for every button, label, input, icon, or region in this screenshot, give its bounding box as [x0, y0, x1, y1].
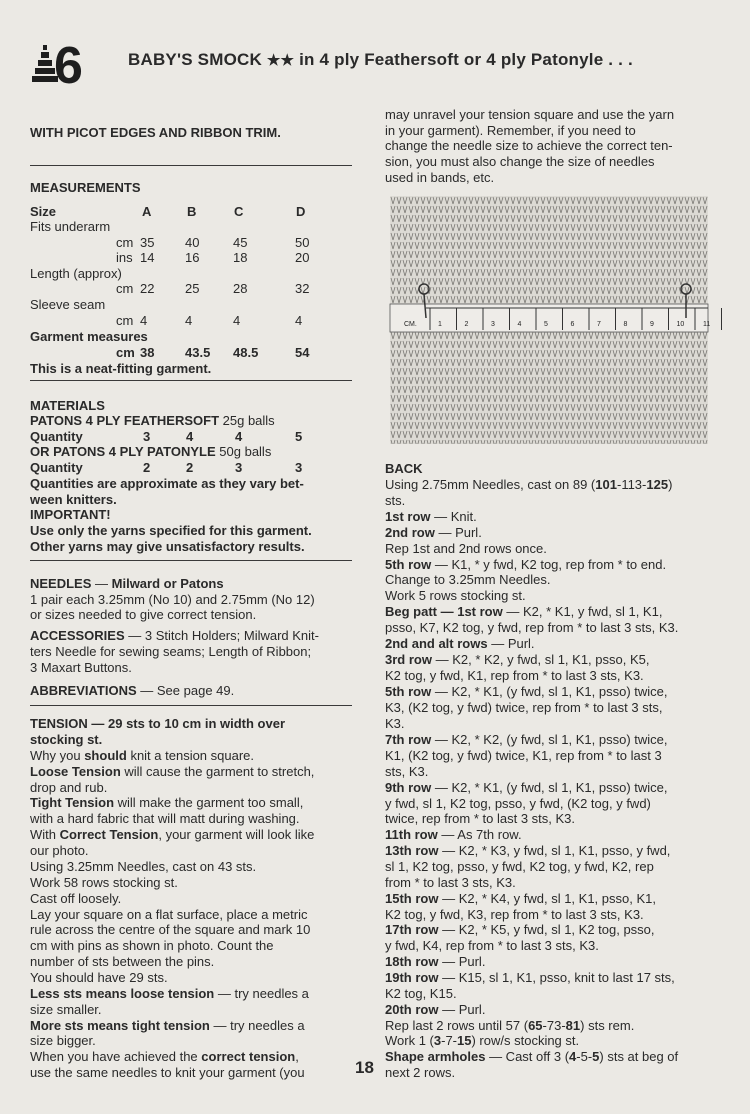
value-cell: 4 [233, 313, 241, 328]
difficulty-stars: ★★ [266, 52, 295, 69]
ruler-number: 5 [544, 321, 548, 328]
body-text: K2 tog, y fwd, K1, rep from * to last 3 sts, K3. [385, 668, 644, 683]
row-instruction: 5th row — K2, * K1, (y fwd, sl 1, K1, psso) twice, [385, 684, 668, 699]
ruler-label: CM. [404, 321, 417, 328]
measurements-heading: MEASUREMENTS [30, 180, 141, 195]
value-cell: 43.5 [185, 345, 211, 360]
value-cell: 20 [295, 250, 310, 265]
body-text: Rep 1st and 2nd rows once. [385, 541, 547, 556]
body-text: next 2 rows. [385, 1065, 456, 1080]
value-cell: 25 [185, 281, 200, 296]
body-text: K3. [385, 716, 405, 731]
row-instruction: Beg patt — 1st row — K2, * K1, y fwd, sl 1, K1, [385, 604, 663, 619]
body-text: ters Needle for sewing seams; Length of Ribbon; [30, 644, 312, 659]
title-yarn: in 4 ply Feathersoft or 4 ply Patonyle . . . [299, 50, 633, 69]
size-b: B [187, 204, 197, 219]
value-cell: 4 [295, 313, 303, 328]
body-text: K3, (K2 tog, y fwd) twice, rep from * to last 3 sts, [385, 700, 663, 715]
body-text: in your garment). Remember, if you need to [385, 123, 636, 138]
unit-label: cm [116, 235, 134, 250]
body-text: K2 tog, y fwd, K3, rep from * to last 3 sts, K3. [385, 907, 644, 922]
row-instruction: 13th row — K2, * K3, y fwd, sl 1, K1, psso, y fwd, [385, 843, 671, 858]
yarn-warning: Use only the yarns specified for this garment. [30, 523, 312, 538]
body-text: K2 tog, K15. [385, 986, 457, 1001]
tension-square-photo [390, 196, 711, 444]
body-text: More sts means tight tension — try needles a [30, 1018, 305, 1033]
body-text: may unravel your tension square and use the yarn [385, 107, 675, 122]
size-a: A [142, 204, 152, 219]
body-text: Lay your square on a flat surface, place a metric [30, 907, 308, 922]
body-text: With Correct Tension, your garment will look like [30, 827, 315, 842]
value-cell: 35 [140, 235, 155, 250]
body-text: K1, (K2 tog, y fwd) twice, K1, rep from * to last 3 [385, 748, 662, 763]
value-cell: 48.5 [233, 345, 259, 360]
body-text: Work 1 (3-7-15) row/s stocking st. [385, 1033, 580, 1048]
size-c: C [234, 204, 244, 219]
important-label: IMPORTANT! [30, 507, 111, 522]
row-instruction: 2nd and alt rows — Purl. [385, 636, 535, 651]
tension-heading: stocking st. [30, 732, 103, 747]
body-text: Work 58 rows stocking st. [30, 875, 178, 890]
approx-note: ween knitters. [30, 492, 117, 507]
materials-heading: MATERIALS [30, 398, 105, 413]
value-cell: 5 [295, 429, 303, 444]
body-text: from * to last 3 sts, K3. [385, 875, 516, 890]
row-instruction: 19th row — K15, sl 1, K1, psso, knit to last 17 sts, [385, 970, 675, 985]
body-text: drop and rub. [30, 780, 108, 795]
accessories-line: ACCESSORIES — 3 Stitch Holders; Milward Knit- [30, 628, 319, 643]
row-instruction: 17th row — K2, * K5, y fwd, sl 1, K2 tog, psso, [385, 922, 655, 937]
title-main: BABY'S SMOCK [128, 50, 262, 69]
row-instruction: 7th row — K2, * K2, (y fwd, sl 1, K1, psso) twice, [385, 732, 668, 747]
body-text: use the same needles to knit your garment (you [30, 1065, 305, 1080]
value-cell: 4 [186, 429, 194, 444]
value-cell: 16 [185, 250, 200, 265]
row-instruction: 20th row — Purl. [385, 1002, 486, 1017]
row-instruction: 9th row — K2, * K1, (y fwd, sl 1, K1, psso) twice, [385, 780, 668, 795]
ruler-number: 7 [597, 321, 601, 328]
size-label: Size [30, 204, 57, 219]
body-text: our photo. [30, 843, 89, 858]
back-heading: BACK [385, 461, 423, 476]
size-d: D [296, 204, 306, 219]
divider [30, 165, 352, 166]
divider [30, 560, 352, 561]
ruler-number: 9 [650, 321, 654, 328]
unit-label: cm [116, 281, 134, 296]
value-cell: 4 [140, 313, 148, 328]
yarn-warning: Other yarns may give unsatisfactory results. [30, 539, 305, 554]
body-text: Loose Tension will cause the garment to stretch, [30, 764, 315, 779]
body-text: cm with pins as shown in photo. Count the [30, 938, 274, 953]
row-instruction: 11th row — As 7th row. [385, 827, 522, 842]
body-text: used in bands, etc. [385, 170, 495, 185]
value-cell: 40 [185, 235, 200, 250]
feathersoft-line: PATONS 4 PLY FEATHERSOFT 25g balls [30, 413, 275, 428]
body-text: sts, K3. [385, 764, 429, 779]
body-text: rule across the centre of the square and mark 10 [30, 922, 311, 937]
subtitle: WITH PICOT EDGES AND RIBBON TRIM. [30, 125, 281, 140]
body-text: Cast off loosely. [30, 891, 122, 906]
ruler-number: 1 [438, 321, 442, 328]
body-text: number of sts between the pins. [30, 954, 215, 969]
body-text: y fwd, sl 1, K2 tog, psso, y fwd, (K2 tog, y fwd) [385, 796, 651, 811]
body-text: 1 pair each 3.25mm (No 10) and 2.75mm (No 12) [30, 592, 315, 607]
row-instruction: 2nd row — Purl. [385, 525, 482, 540]
page-number: 18 [355, 1058, 374, 1077]
body-text: Rep last 2 rows until 57 (65-73-81) sts rem. [385, 1018, 635, 1033]
abbreviations-line: ABBREVIATIONS — See page 49. [30, 683, 235, 698]
fits-label: Fits underarm [30, 219, 111, 234]
body-text: Work 5 rows stocking st. [385, 588, 526, 603]
length-label: Length (approx) [30, 266, 122, 281]
body-text: sl 1, K2 tog, psso, y fwd, K2 tog, y fwd, K2, rep [385, 859, 654, 874]
ruler-number: 2 [464, 321, 469, 328]
neat-fit-note: This is a neat-fitting garment. [30, 361, 212, 376]
row-instruction: Shape armholes — Cast off 3 (4-5-5) sts at beg of [385, 1049, 679, 1064]
body-text: size bigger. [30, 1033, 96, 1048]
value-cell: 3 [295, 460, 303, 475]
unit-label: ins [116, 250, 133, 265]
body-text: size smaller. [30, 1002, 102, 1017]
body-text: psso, K7, K2 tog, y fwd, rep from * to last 3 sts, K3. [385, 620, 679, 635]
value-cell: 28 [233, 281, 248, 296]
body-text: sts. [385, 493, 406, 508]
quantity-label: Quantity [30, 460, 83, 475]
body-text: You should have 29 sts. [30, 970, 168, 985]
value-cell: 2 [186, 460, 194, 475]
pattern-number: 6 [54, 37, 83, 95]
sleeve-label: Sleeve seam [30, 297, 106, 312]
body-text: Tight Tension will make the garment too small, [30, 795, 304, 810]
row-instruction: 18th row — Purl. [385, 954, 486, 969]
body-text: change the needle size to achieve the correct ten- [385, 138, 673, 153]
approx-note: Quantities are approximate as they vary bet- [30, 476, 304, 491]
body-text: Using 2.75mm Needles, cast on 89 (101-113-125) [385, 477, 673, 492]
row-instruction: 3rd row — K2, * K2, y fwd, sl 1, K1, psso, K5, [385, 652, 650, 667]
ruler-number: 6 [570, 321, 575, 328]
divider [30, 705, 352, 706]
patonyle-line: OR PATONS 4 PLY PATONYLE 50g balls [30, 444, 272, 459]
row-instruction: 15th row — K2, * K4, y fwd, sl 1, K1, psso, K1, [385, 891, 656, 906]
garment-label: Garment measures [30, 329, 148, 344]
row-instruction: 1st row — Knit. [385, 509, 477, 524]
body-text: 3 Maxart Buttons. [30, 660, 132, 675]
quantity-label: Quantity [30, 429, 83, 444]
ruler-number: 3 [491, 321, 495, 328]
ruler-number: 4 [517, 321, 522, 328]
body-text: y fwd, K4, rep from * to last 3 sts, K3. [385, 938, 599, 953]
value-cell: 54 [295, 345, 310, 360]
body-text: twice, rep from * to last 3 sts, K3. [385, 811, 576, 826]
body-text: with a hard fabric that will matt during washing. [30, 811, 300, 826]
page-header [28, 36, 728, 96]
body-text: Less sts means loose tension — try needles a [30, 986, 309, 1001]
body-text: Change to 3.25mm Needles. [385, 572, 551, 587]
tension-heading: TENSION — 29 sts to 10 cm in width over [30, 716, 286, 731]
value-cell: 38 [140, 345, 155, 360]
value-cell: 3 [235, 460, 243, 475]
ruler-number: 11 [703, 321, 711, 328]
pattern-number-logo [28, 36, 108, 95]
value-cell: 14 [140, 250, 155, 265]
value-cell: 32 [295, 281, 310, 296]
value-cell: 2 [143, 460, 151, 475]
value-cell: 22 [140, 281, 155, 296]
unit-label: cm [116, 345, 135, 360]
body-text: Using 3.25mm Needles, cast on 43 sts. [30, 859, 257, 874]
body-text: When you have achieved the correct tension, [30, 1049, 299, 1064]
needles-heading: NEEDLES — Milward or Patons [30, 576, 224, 591]
value-cell: 50 [295, 235, 310, 250]
row-instruction: 5th row — K1, * y fwd, K2 tog, rep from * to end. [385, 557, 667, 572]
value-cell: 45 [233, 235, 248, 250]
page-title [128, 50, 633, 70]
unit-label: cm [116, 313, 134, 328]
knitted-fabric-texture [390, 196, 711, 444]
value-cell: 3 [143, 429, 151, 444]
body-text: or sizes needed to give correct tension. [30, 607, 257, 622]
value-cell: 4 [235, 429, 243, 444]
ruler-number: 10 [676, 321, 685, 328]
value-cell: 4 [185, 313, 193, 328]
ruler-number: 8 [623, 321, 628, 328]
value-cell: 18 [233, 250, 248, 265]
body-text: Why you should knit a tension square. [30, 748, 255, 763]
divider [30, 380, 352, 381]
body-text: sion, you must also change the size of needles [385, 154, 655, 169]
